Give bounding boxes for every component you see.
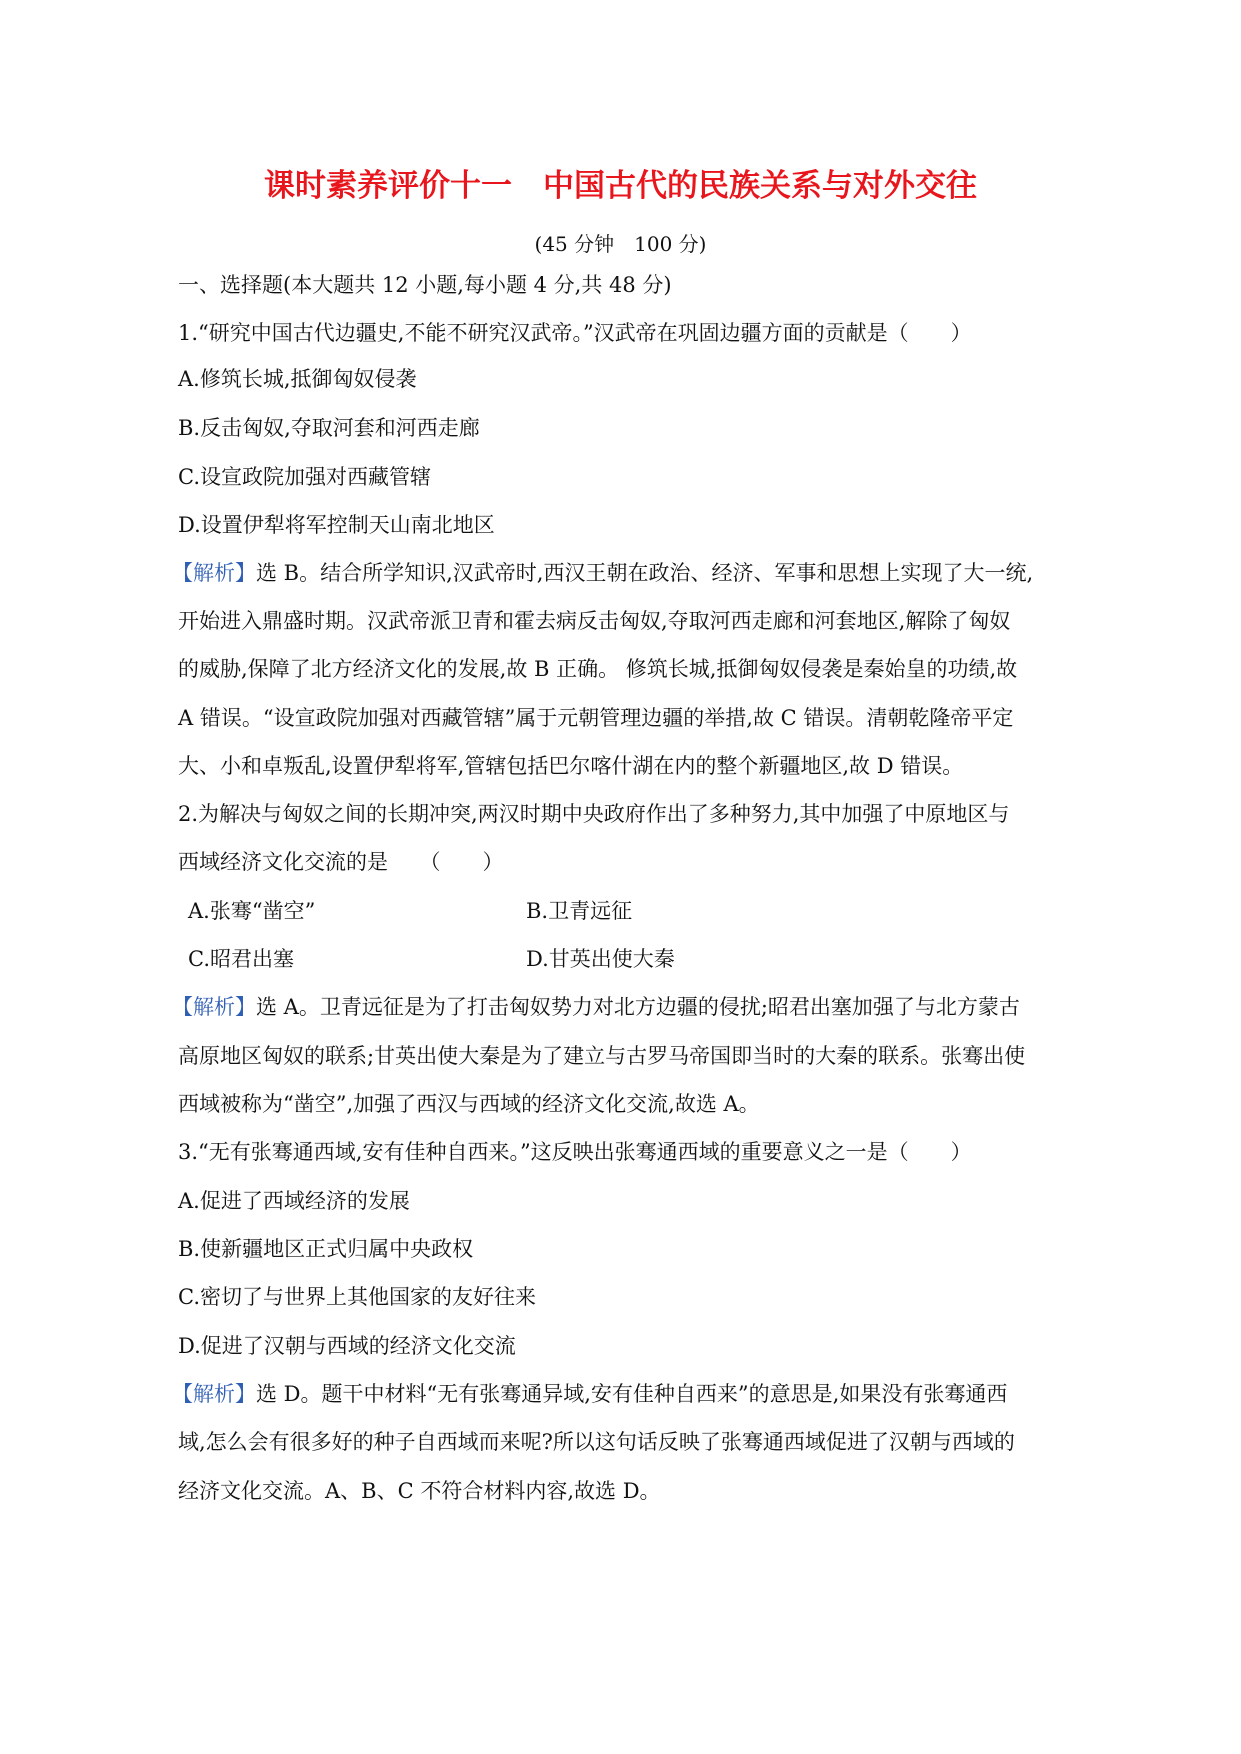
q2-option-d: D.甘英出使大秦 <box>526 947 675 971</box>
analysis-tag: 【解析】 <box>172 561 256 585</box>
q1-analysis-line: 的威胁,保障了北方经济文化的发展,故 B 正确。 修筑长城,抵御匈奴侵袭是秦始皇的功绩,故 <box>178 657 1018 681</box>
q2-stem-continued: 西域经济文化交流的是 （ ） <box>178 850 504 874</box>
q1-option-c: C.设宣政院加强对西藏管辖 <box>178 465 431 489</box>
q3-option-d: D.促进了汉朝与西域的经济文化交流 <box>178 1334 516 1358</box>
section-heading: 一、选择题(本大题共 12 小题,每小题 4 分,共 48 分) <box>178 273 672 297</box>
q1-analysis-line: 开始进入鼎盛时期。汉武帝派卫青和霍去病反击匈奴,夺取河西走廊和河套地区,解除了匈奴 <box>178 609 1011 633</box>
q2-option-c: C.昭君出塞 <box>188 947 294 971</box>
page-title: 课时素养评价十一 中国古代的民族关系与对外交往 <box>264 168 977 204</box>
time-score: (45 分钟 100 分) <box>534 232 707 256</box>
q3-analysis-line: 【解析】选 D。题干中材料“无有张骞通异域,安有佳种自西来”的意思是,如果没有张骞通西 <box>172 1382 1008 1406</box>
q3-stem: 3.“无有张骞通西域,安有佳种自西来。”这反映出张骞通西域的重要意义之一是（ ） <box>178 1140 972 1164</box>
q1-analysis-line: A 错误。“设宣政院加强对西藏管辖”属于元朝管理边疆的举措,故 C 错误。清朝乾隆帝平定 <box>178 706 1014 730</box>
q1-analysis-line: 【解析】选 B。结合所学知识,汉武帝时,西汉王朝在政治、经济、军事和思想上实现了大一统, <box>172 561 1034 585</box>
q3-analysis-line: 经济文化交流。A、B、C 不符合材料内容,故选 D。 <box>178 1479 661 1503</box>
q2-option-a: A.张骞“凿空” <box>188 899 316 923</box>
q2-stem: 2.为解决与匈奴之间的长期冲突,两汉时期中央政府作出了多种努力,其中加强了中原地区与 <box>178 802 1010 826</box>
analysis-tag: 【解析】 <box>172 1382 256 1406</box>
q1-analysis-line: 大、小和卓叛乱,设置伊犁将军,管辖包括巴尔喀什湖在内的整个新疆地区,故 D 错误。 <box>178 754 964 778</box>
q3-option-c: C.密切了与世界上其他国家的友好往来 <box>178 1285 536 1309</box>
q1-stem: 1.“研究中国古代边疆史,不能不研究汉武帝。”汉武帝在巩固边疆方面的贡献是（ ） <box>178 321 972 345</box>
q2-analysis-line: 西域被称为“凿空”,加强了西汉与西域的经济文化交流,故选 A。 <box>178 1092 760 1116</box>
q3-option-a: A.促进了西域经济的发展 <box>178 1189 410 1213</box>
q1-option-b: B.反击匈奴,夺取河套和河西走廊 <box>178 416 480 440</box>
q2-analysis-line: 【解析】选 A。卫青远征是为了打击匈奴势力对北方边疆的侵扰;昭君出塞加强了与北方蒙古 <box>172 995 1020 1019</box>
q3-analysis-line: 域,怎么会有很多好的种子自西域而来呢?所以这句话反映了张骞通西域促进了汉朝与西域的 <box>178 1430 1015 1454</box>
q1-option-d: D.设置伊犁将军控制天山南北地区 <box>178 513 495 537</box>
q2-analysis-line: 高原地区匈奴的联系;甘英出使大秦是为了建立与古罗马帝国即当时的大秦的联系。张骞出使 <box>178 1044 1026 1068</box>
q3-option-b: B.使新疆地区正式归属中央政权 <box>178 1237 474 1261</box>
analysis-tag: 【解析】 <box>172 995 256 1019</box>
q1-option-a: A.修筑长城,抵御匈奴侵袭 <box>178 367 417 391</box>
q2-option-b: B.卫青远征 <box>526 899 633 923</box>
